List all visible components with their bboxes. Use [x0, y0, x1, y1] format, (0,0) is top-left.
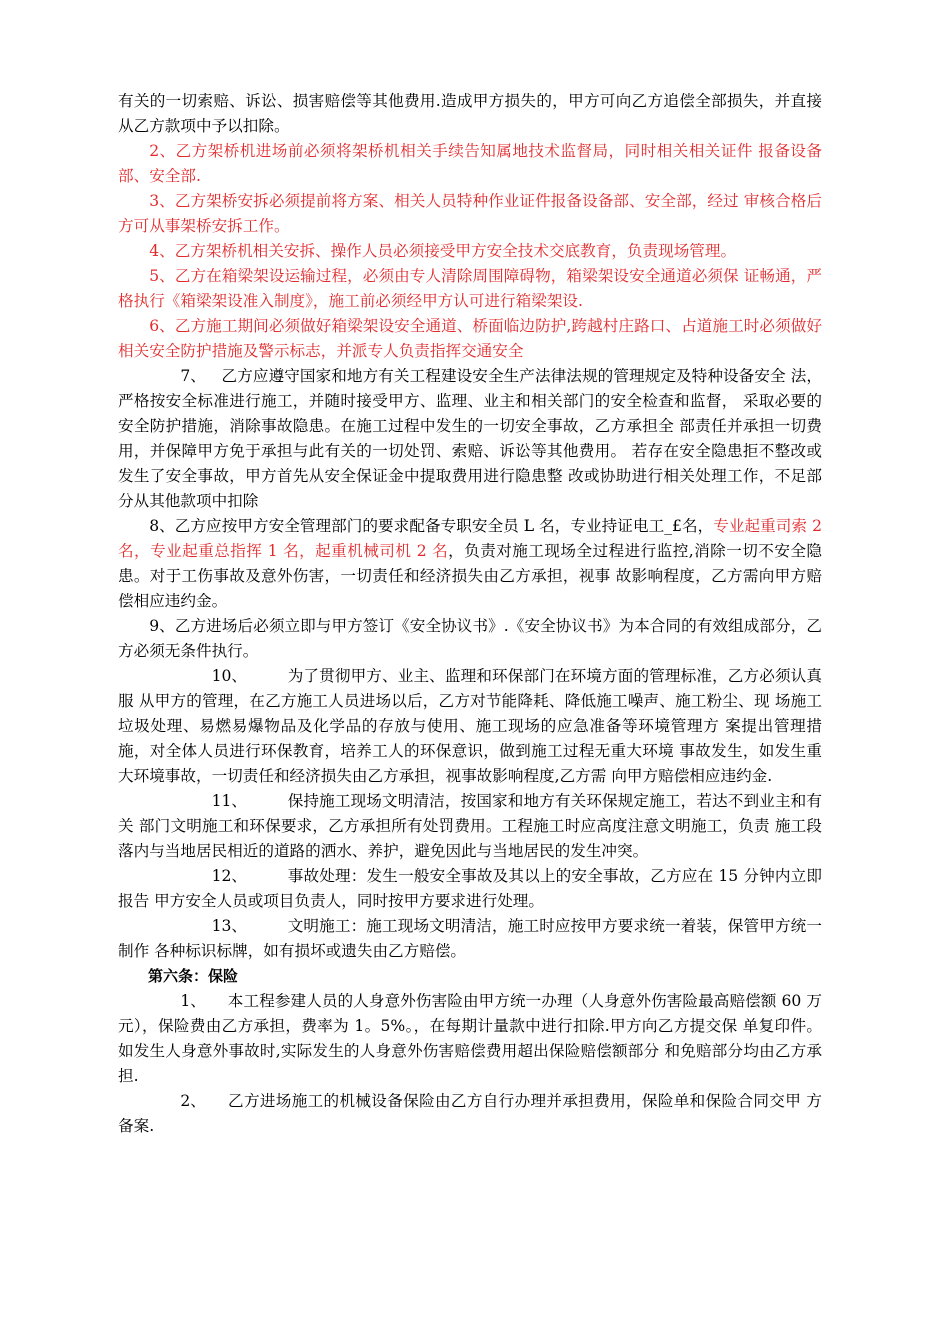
clause-10	[118, 664, 822, 789]
clause-13	[118, 914, 822, 964]
clause-text-highlight: 专业起重司索 2 名，专业起重总指挥 1 名，起重机械司机 2 名	[118, 517, 822, 560]
clause-text: 保持施工现场文明清洁，按国家和地方有关环保规定施工，若达不到业主和有关 部门文明施工和环保要求，乙方承担所有处罚费用。工程施工时应高度注意文明施工，负责 施工段落内与当地居民相近的道路的洒水、养护，避免因此与当地居民的发生冲突。	[118, 792, 822, 860]
clause-3: 3、乙方架桥安拆必须提前将方案、相关人员特种作业证件报备设备部、安全部，经过 审核合格后方可从事架桥安拆工作。	[118, 192, 822, 235]
clause-number: 12、	[211, 867, 248, 885]
clause-11	[118, 789, 822, 864]
insurance-clause-2	[118, 1089, 822, 1139]
clause-8	[118, 514, 822, 614]
clause-text: 乙方进场施工的机械设备保险由乙方自行办理并承担费用，保险单和保险合同交甲 方备案.	[118, 1092, 822, 1135]
clause-12	[118, 864, 822, 914]
clause-text: 本工程参建人员的人身意外伤害险由甲方统一办理（人身意外伤害险最高赔偿额 60 万元），保险费由乙方承担，费率为 1。5%。，在每期计量款中进行扣除.甲方向乙方提交保 单复印件。如发生人身意外事故时,实际发生的人身意外伤害赔偿费用超出保险赔偿额部分 和免赔部分均由乙方承担.	[118, 992, 822, 1085]
clause-text: 乙方应遵守国家和地方有关工程建设安全生产法律法规的管理规定及特种设备安全 法，严格按安全标准进行施工，并随时接受甲方、监理、业主和相关部门的安全检查和监督， 采取必要的安全防护措施，消除事故隐患。在施工过程中发生的一切安全事故，乙方承担全 部责任并承担一切费用，并保障甲方免于承担与此有关的一切处罚、索赔、诉讼等其他费用。 若存在安全隐患拒不整改或发生了安全事故，甲方首先从安全保证金中提取费用进行隐患整 改或协助进行相关处理工作，不足部分从其他款项中扣除	[118, 367, 822, 510]
clause-5: 5、乙方在箱梁架设运输过程，必须由专人清除周围障碍物，箱梁架设安全通道必须保 证畅通，严格执行《箱梁架设准入制度》，施工前必须经甲方认可进行箱梁架设.	[118, 267, 822, 310]
insurance-clause-1	[118, 989, 822, 1089]
clause-text-a: 8、乙方应按甲方安全管理部门的要求配备专职安全员 L 名，专业持证电工_£名，	[149, 517, 714, 535]
clause-number: 1、	[180, 992, 206, 1010]
clause-2: 2、乙方架桥机进场前必须将架桥机相关手续告知属地技术监督局，同时相关相关证件 报备设备部、安全部.	[118, 142, 822, 185]
clause-text: 事故处理：发生一般安全事故及其以上的安全事故，乙方应在 15 分钟内立即报告 甲方安全人员或项目负责人，同时按甲方要求进行处理。	[118, 867, 822, 910]
section-heading: 第六条：保险	[148, 967, 239, 985]
clause-6: 6、乙方施工期间必须做好箱梁架设安全通道、桥面临边防护,跨越村庄路口、占道施工时必须做好相关安全防护措施及警示标志，并派专人负责指挥交通安全	[118, 317, 822, 360]
paragraph-continuation: 有关的一切索赔、诉讼、损害赔偿等其他费用.造成甲方损失的，甲方可向乙方追偿全部损失，并直接从乙方款项中予以扣除。	[118, 92, 822, 135]
clause-number: 7、	[180, 367, 206, 385]
clause-number: 11、	[211, 792, 248, 810]
clause-text: 文明施工：施工现场文明清洁，施工时应按甲方要求统一着装，保管甲方统一制作 各种标识标牌，如有损坏或遗失由乙方赔偿。	[118, 917, 822, 960]
document-body	[118, 89, 822, 1139]
clause-number: 2、	[180, 1092, 206, 1110]
clause-7	[118, 364, 822, 514]
clause-text: 为了贯彻甲方、业主、监理和环保部门在环境方面的管理标准，乙方必须认真服 从甲方的管理，在乙方施工人员进场以后，乙方对节能降耗、降低施工噪声、施工粉尘、现 场施工垃圾处理、易燃易爆物品及化学品的存放与使用、施工现场的应急准备等环境管理方 案提出管理措施，对全体人员进行环保教育，培养工人的环保意识，做到施工过程无重大环境 事故发生，如发生重大环境事故，一切责任和经济损失由乙方承担，视事故影响程度,乙方需 向甲方赔偿相应违约金.	[118, 667, 822, 785]
clause-number: 10、	[211, 667, 248, 685]
clause-number: 13、	[211, 917, 248, 935]
clause-4: 4、乙方架桥机相关安拆、操作人员必须接受甲方安全技术交底教育，负责现场管理。	[149, 242, 737, 260]
clause-9: 9、乙方进场后必须立即与甲方签订《安全协议书》.《安全协议书》为本合同的有效组成部分，乙方必须无条件执行。	[118, 617, 822, 660]
clause-text-b: ，负责对施工现场全过程进行监控,消除一切不安全隐患。对于工伤事故及意外伤害，一切责任和经济损失由乙方承担，视事 故影响程度，乙方需向甲方赔偿相应违约金。	[118, 542, 823, 610]
